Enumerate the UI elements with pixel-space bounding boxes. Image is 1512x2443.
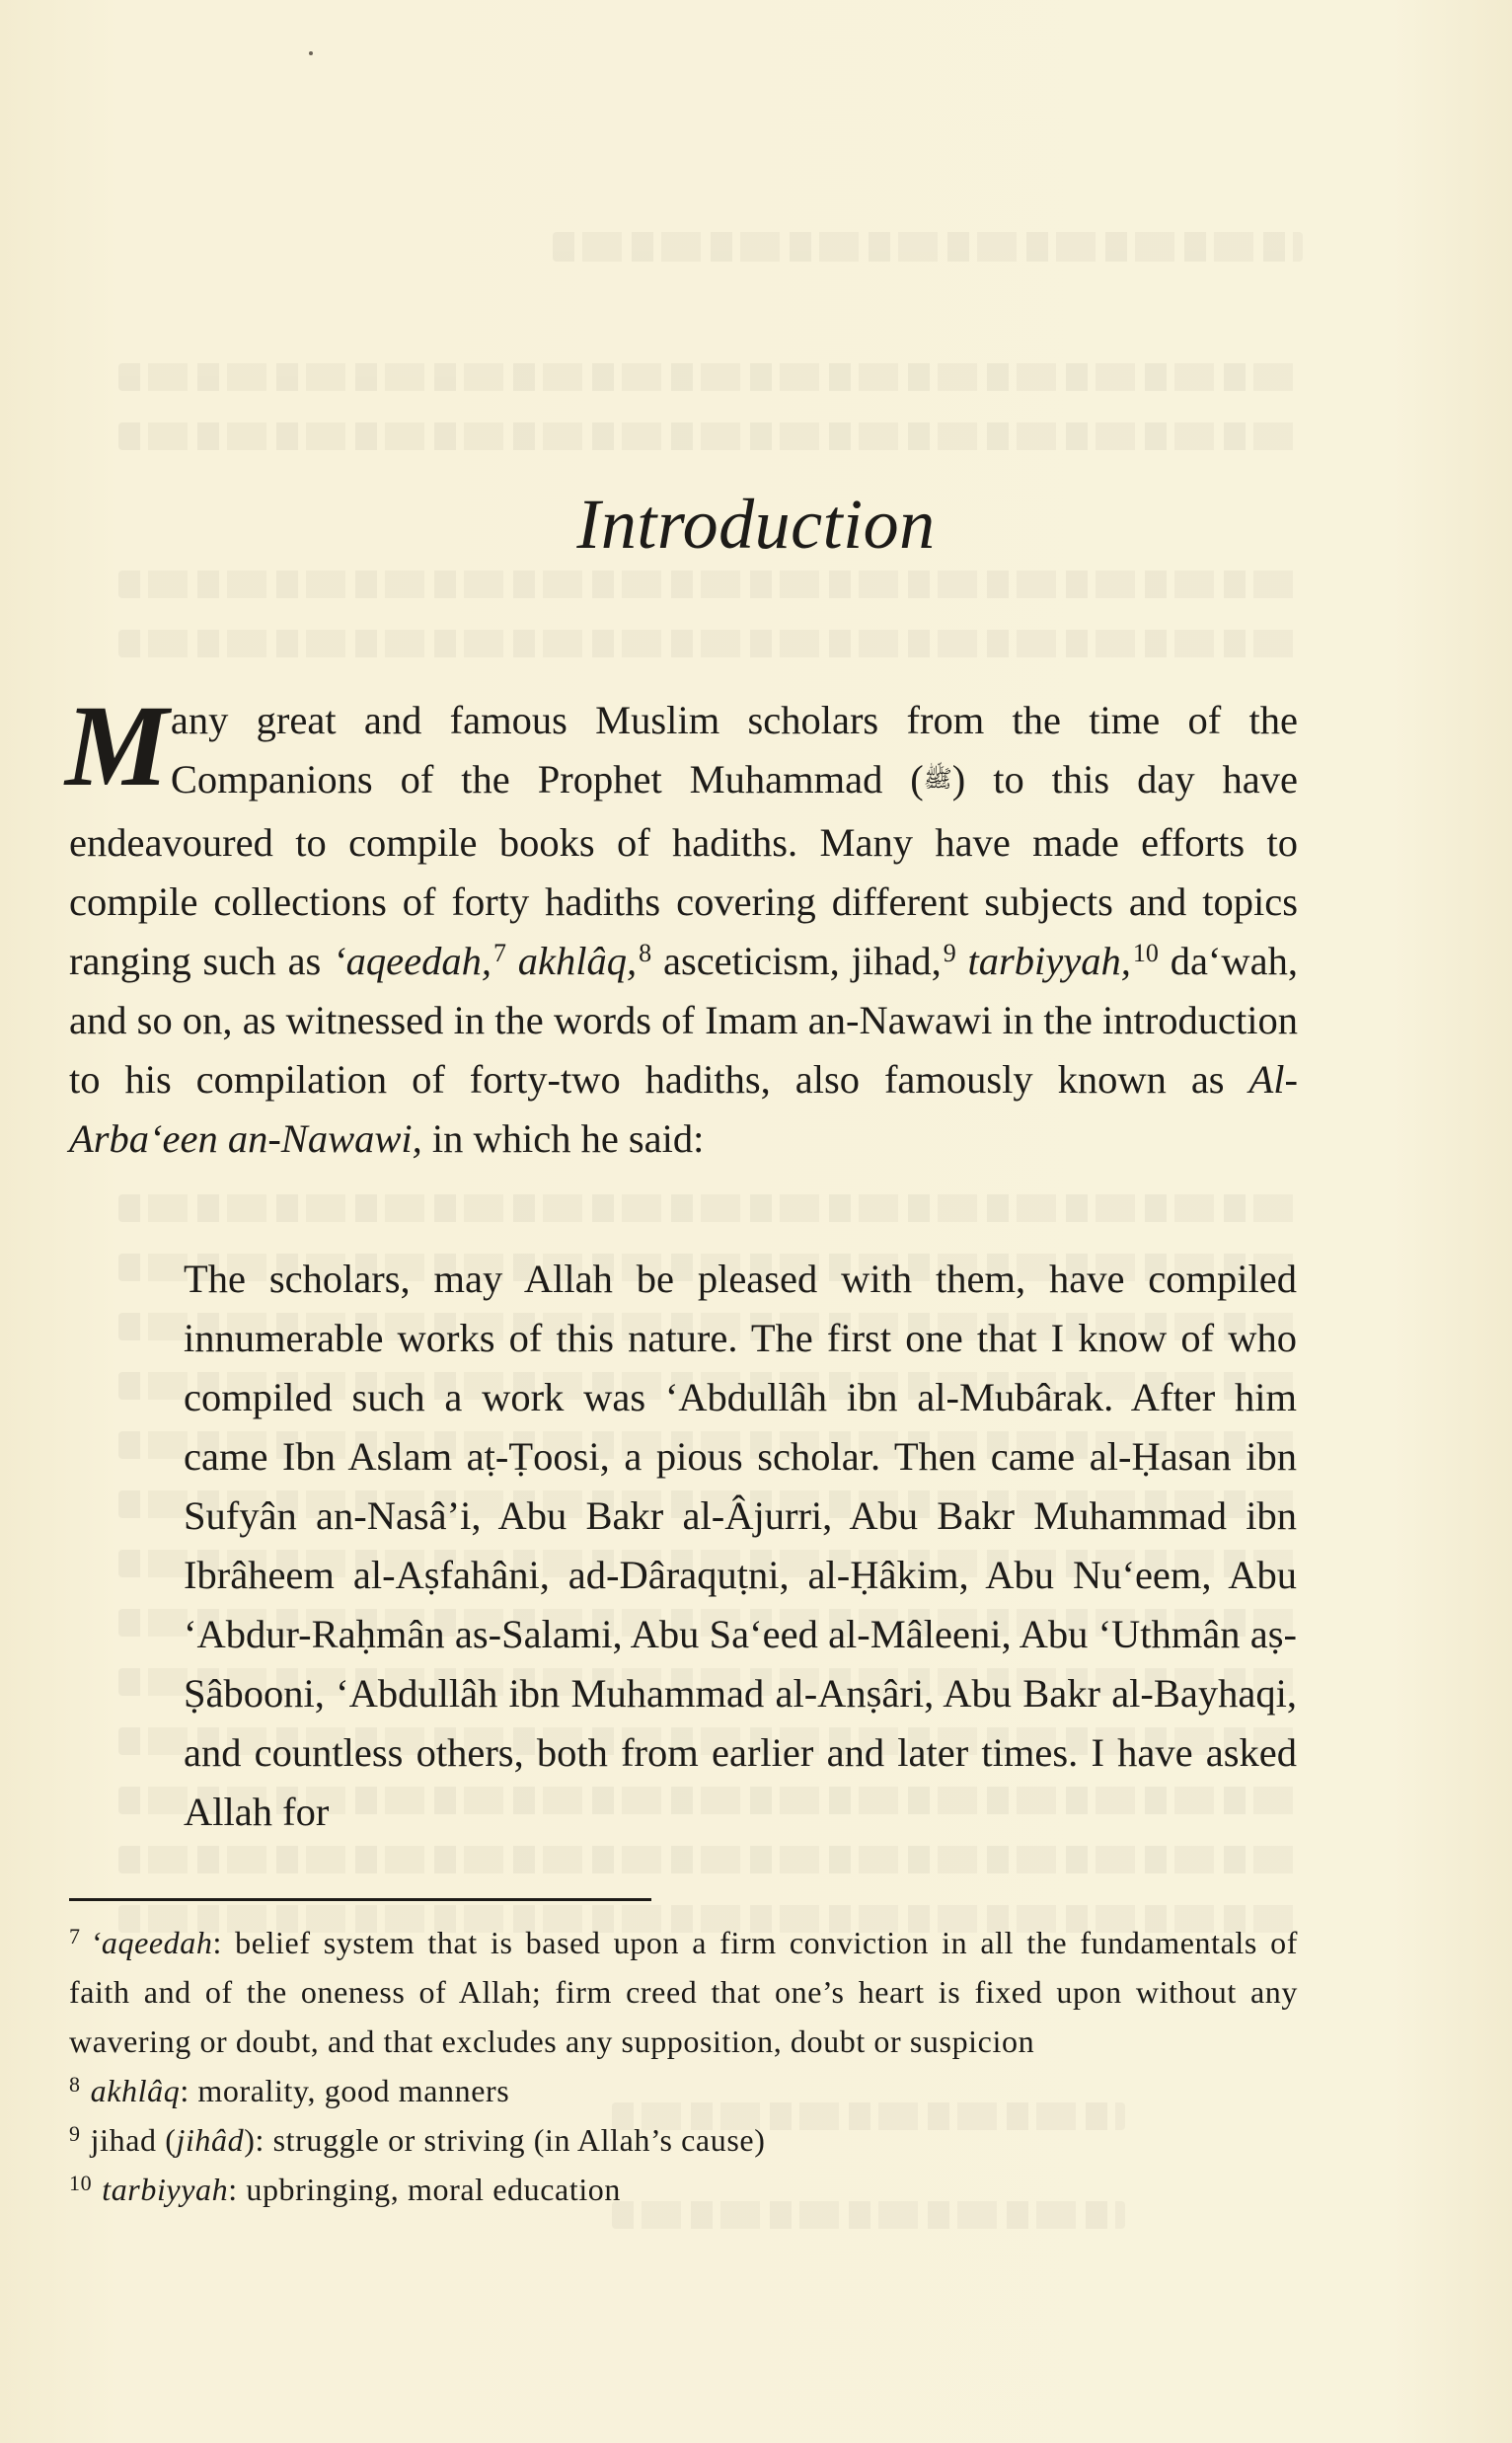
footnote-ref[interactable]: 10 xyxy=(1132,938,1159,967)
intro-paragraph-text xyxy=(69,698,1298,1161)
footnote-term: akhlâq xyxy=(90,2073,181,2108)
footnote-text: : morality, good manners xyxy=(180,2073,510,2108)
footnote-8 xyxy=(69,2066,1298,2115)
text-run xyxy=(956,939,968,983)
footnote-divider xyxy=(69,1898,651,1901)
footnote-number: 10 xyxy=(69,2171,93,2195)
footnote-ref[interactable]: 8 xyxy=(639,938,652,967)
footnote-10 xyxy=(69,2165,1298,2214)
footnote-text: jihad ( xyxy=(90,2122,177,2158)
intro-paragraph xyxy=(65,681,1299,1169)
text-run: asceticism, jihad, xyxy=(651,938,942,983)
footnote-ref[interactable]: 7 xyxy=(492,938,506,967)
italic-term: tarbiyyah, xyxy=(967,938,1131,983)
footnote-term: tarbiyyah xyxy=(102,2172,229,2207)
paper-speck xyxy=(309,51,313,55)
italic-term: akhlâq, xyxy=(517,938,638,983)
text-run: any great and famous Muslim scholars from the time of the Companions of the Prophet Muhammad ( xyxy=(170,698,1298,802)
footnote-text: : belief system that is based upon a firm conviction in all the fundamentals of faith and of the oneness of Allah; firm creed that one’s heart is fixed upon without any wavering or doubt, and that excludes any supposition, doubt or suspicion xyxy=(69,1925,1298,2059)
footnote-number: 9 xyxy=(69,2121,81,2146)
italic-term: ‘aqeedah, xyxy=(333,938,491,983)
drop-cap: M xyxy=(65,681,169,810)
italic-term: Al-Arba‘een an-Nawawi, xyxy=(69,1056,1298,1161)
text-run: da‘wah, and so on, as witnessed in the words of Imam an-Nawawi in the introduction to his compilation of forty-two hadiths, also famously known as xyxy=(69,938,1299,1102)
footnote-number: 8 xyxy=(69,2072,81,2097)
block-quote: The scholars, may Allah be pleased with them, have compiled innumerable works of this nature. The first one that I know of who compiled such a work was ‘Abdullâh ibn al-Mubârak. After him came Ibn Aslam aṭ-Ṭoosi, a pious scholar. Then came al-Ḥasan ibn Sufyân an-Nasâ’i, Abu Bakr al-Âjurri, Abu Bakr Muhammad ibn Ibrâheem al-Aṣfahâni, ad-Dâraquṭni, al-Ḥâkim, Abu Nu‘eem, Abu ‘Abdur-Raḥmân as-Salami, Abu Sa‘eed al-Mâleeni, Abu ‘Uthmân aṣ-Ṣâbooni, ‘Abdullâh ibn Muhammad al-Anṣâri, Abu Bakr al-Bayhaqi, and countless others, both from earlier and later times. I have asked Allah for xyxy=(184,1257,1297,1834)
footnote-text: ): struggle or striving (in Allah’s cause) xyxy=(244,2122,766,2158)
page-title: Introduction xyxy=(576,485,936,564)
footnote-text: : upbringing, moral education xyxy=(228,2172,622,2207)
salutation-glyph: ﷺ xyxy=(923,766,952,793)
text-run: ) to this day have endeavoured to compile books of hadiths. Many have made efforts to compile collections of forty hadiths covering different subjects and topics ranging such as xyxy=(69,757,1298,983)
footnote-ref[interactable]: 9 xyxy=(943,938,956,967)
footnote-7 xyxy=(69,1918,1298,2066)
footnote-9 xyxy=(69,2115,1298,2165)
footnote-term: ‘aqeedah xyxy=(90,1925,213,1960)
footnote-number: 7 xyxy=(69,1924,81,1948)
footnote-term: jihâd xyxy=(176,2122,245,2158)
text-run: in which he said: xyxy=(421,1115,705,1161)
footnotes xyxy=(69,1918,1298,2214)
text-run xyxy=(506,939,518,983)
